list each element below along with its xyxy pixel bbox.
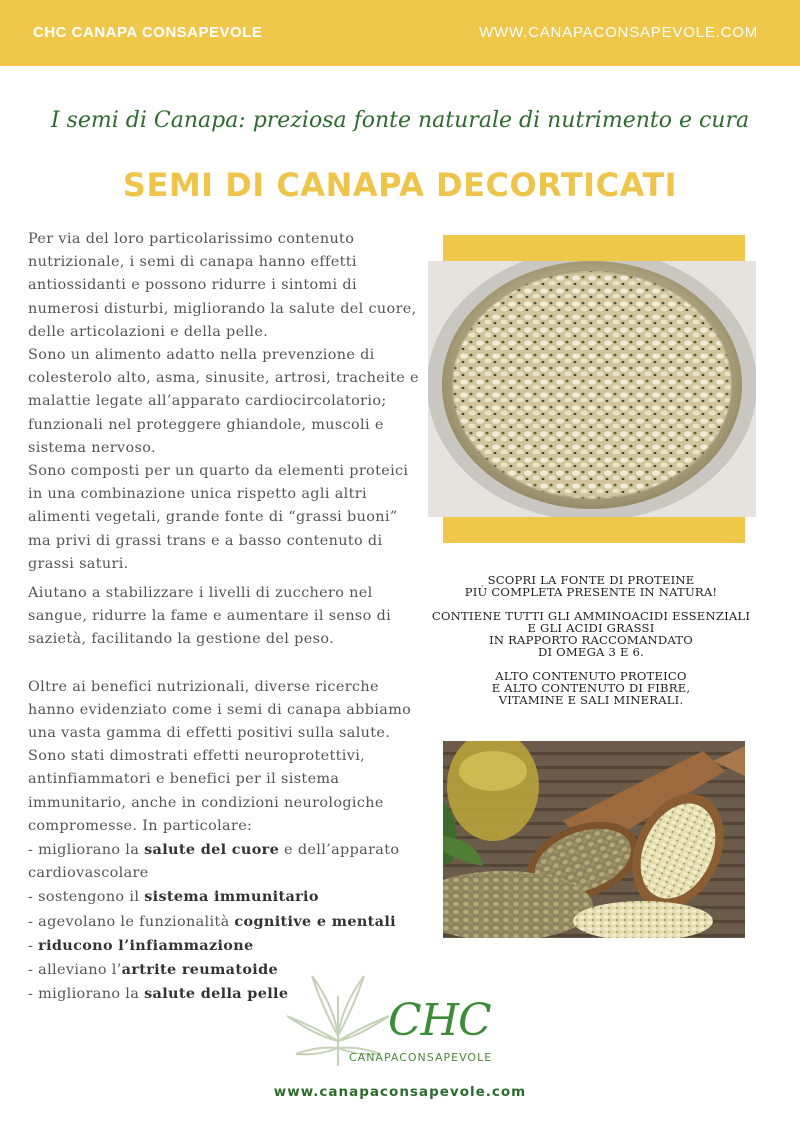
- header-bar: [0, 0, 800, 66]
- paragraph-prevention: Sono un alimento adatto nella prevenzione di colesterolo alto, asma, sinusite, artrosi, tracheite e malattie legate all’apparato cardiocircolatorio; funzionali nel proteggere ghiandole, muscoli e sistema nervoso.: [28, 347, 419, 456]
- page-title: SEMI DI CANAPA DECORTICATI: [122, 166, 678, 204]
- logo-name: CANAPACONSAPEVOLE: [349, 1051, 493, 1064]
- list-item: - migliorano la salute della pelle: [28, 985, 289, 1003]
- paragraph-intro: Per via del loro particolarissimo contenuto nutrizionale, i semi di canapa hanno effetti antiossidanti e possono ridurre i sintomi di numerosi disturbi, migliorando la salute del cuore, delle articolazioni e della pelle.: [28, 231, 417, 340]
- seeds-oil-scoops-photo: [443, 741, 745, 938]
- hulled-seeds-jar-photo: [428, 261, 756, 517]
- promo-callout: SCOPRI LA FONTE DI PROTEINE PIÙ COMPLETA PRESENTE IN NATURA! CONTIENE TUTTI GLI AMMINOACIDI ESSENZIALI E GLI ACIDI GRASSI IN RAPPORTO RACCOMANDATO DI OMEGA 3 E 6. ALTO CONTENUTO PROTEICO E ALTO CONTENUTO DI FIBRE, VITAMINE E SALI MINERALI.: [431, 573, 751, 707]
- article-body: [28, 228, 420, 1007]
- footer-website-link[interactable]: www.canapaconsapevole.com: [273, 1084, 527, 1100]
- paragraph-research: Oltre ai benefici nutrizionali, diverse ricerche hanno evidenziato come i semi di canapa abbiamo una vasta gamma di effetti positivi sulla salute.: [28, 678, 412, 742]
- list-item: - alleviano l’artrite reumatoide: [28, 961, 279, 979]
- brand-name: CHC CANAPA CONSAPEVOLE: [33, 24, 263, 41]
- paragraph-sugar: Aiutano a stabilizzare i livelli di zucchero nel sangue, ridurre la fame e aumentare il senso di sazietà, facilitando la gestione del peso.: [28, 585, 392, 648]
- list-item: - migliorano la salute del cuore e dell’apparato cardiovascolare: [28, 841, 400, 882]
- paragraph-effects: Sono stati dimostrati effetti neuroprotettivi, antinfiammatori e benefici per il sistema immunitario, anche in condizioni neurologiche compromesse. In particolare:: [28, 748, 384, 834]
- list-item: - riducono l’infiammazione: [28, 936, 254, 954]
- website-link[interactable]: WWW.CANAPACONSAPEVOLE.COM: [479, 24, 758, 41]
- list-item: - sostengono il sistema immunitario: [28, 888, 319, 906]
- paragraph-composition: Sono composti per un quarto da elementi proteici in una combinazione unica rispetto agli altri alimenti vegetali, grande fonte di “grassi buoni” ma privi di grassi trans e a basso contenuto di grassi saturi.: [28, 463, 409, 572]
- logo-mark: CHC: [388, 995, 491, 1046]
- page-subtitle: I semi di Canapa: preziosa fonte naturale di nutrimento e cura: [50, 108, 750, 133]
- list-item: - agevolano le funzionalità cognitive e mentali: [28, 912, 396, 930]
